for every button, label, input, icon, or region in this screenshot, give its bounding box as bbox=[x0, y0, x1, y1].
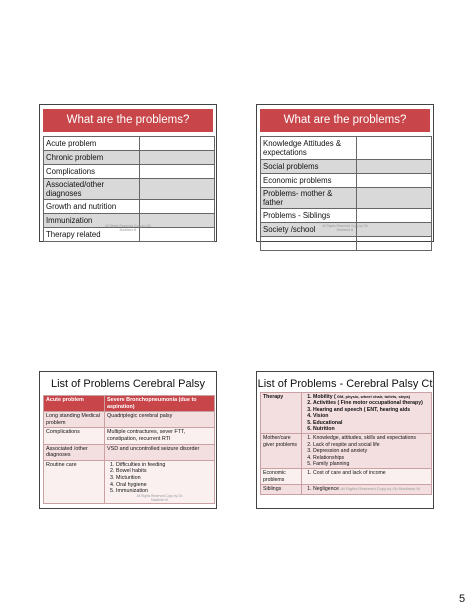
list-item: 3. Depression and anxiety bbox=[313, 448, 429, 454]
slide-title: What are the problems? bbox=[43, 109, 213, 132]
table-cell: VSD and uncontrolled seizure disorder bbox=[105, 444, 215, 460]
table-cell: Mother/care giver problems bbox=[261, 434, 302, 469]
table-cell: Therapy bbox=[261, 393, 302, 434]
list-item: 4. Relationships bbox=[313, 455, 429, 461]
table-cell: Quadriplegic cerebral palsy bbox=[105, 412, 215, 428]
list-item: 4. Oral hygiene bbox=[116, 482, 212, 489]
table-cell: Acute problem bbox=[44, 137, 140, 151]
list-item: 1. Knowledge, attitudes, skills and expectations bbox=[313, 435, 429, 441]
table-cell: Severe Bronchopneumonia (due to aspiration) bbox=[105, 396, 215, 412]
table-cell: Growth and nutrition bbox=[44, 200, 140, 214]
table-cell: Complications bbox=[44, 165, 140, 179]
table-cell bbox=[302, 434, 432, 469]
list-item: 5. Family planning bbox=[313, 461, 429, 467]
table-cell: Knowledge Attitudes & expectations bbox=[261, 137, 357, 160]
slide-footer: All Rights Reserved Copy by Gh Madhesh M bbox=[322, 224, 368, 232]
cp-problems-ct-table bbox=[260, 392, 432, 495]
slide-footer: All Rights Reserved Copy by Gh Madhesh M bbox=[105, 224, 151, 232]
table-cell: Problems - Siblings bbox=[261, 209, 357, 223]
table-cell: Long standing Medical problem bbox=[44, 412, 105, 428]
table-cell: Routine care bbox=[44, 460, 105, 504]
table-cell: Complications bbox=[44, 428, 105, 444]
table-cell: Therapy related bbox=[44, 228, 140, 242]
table-cell bbox=[302, 485, 432, 494]
table-cell bbox=[302, 393, 432, 434]
slide-footer: All Rights Reserved Copy by Gh Madhesh M bbox=[136, 493, 183, 502]
problems-table bbox=[260, 136, 432, 251]
slide-list-problems-cp-ct bbox=[256, 371, 434, 509]
slide-title: What are the problems? bbox=[260, 109, 430, 132]
list-item: 1. Difficulties in feeding bbox=[116, 462, 212, 469]
list-item: 2. Lack of respite and social life bbox=[313, 442, 429, 448]
list-item: 5. Educational bbox=[313, 420, 429, 426]
economic-list bbox=[304, 470, 429, 476]
table-cell: Economic problems bbox=[261, 174, 357, 188]
slide-title: List of Problems - Cerebral Palsy Ct bbox=[257, 378, 433, 390]
list-item: 5. Immunization bbox=[116, 488, 212, 495]
routine-care-list bbox=[107, 462, 212, 495]
table-cell: Economic problems bbox=[261, 469, 302, 485]
table-cell: Chronic problem bbox=[44, 151, 140, 165]
slide-what-are-problems-2 bbox=[256, 104, 434, 242]
table-cell: Problems- mother & father bbox=[261, 188, 357, 209]
list-item: 2. Bowel habits bbox=[116, 468, 212, 475]
list-item: 1. Mobility ( GM, physio, wheel chair, toilets, steps) bbox=[313, 394, 429, 400]
table-cell bbox=[105, 460, 215, 504]
slide-title: List of Problems Cerebral Palsy bbox=[50, 378, 206, 390]
table-cell: Associated /other diagnoses bbox=[44, 444, 105, 460]
list-item: 2. Activities ( Fine motor occupational therapy) bbox=[313, 400, 429, 406]
page-number: 5 bbox=[459, 593, 466, 605]
list-item: 4. Vision bbox=[313, 413, 429, 419]
table-cell: Multiple contractures, sever FTT, constipation, recurrent RTI bbox=[105, 428, 215, 444]
table-cell: Acute problem bbox=[44, 396, 105, 412]
cp-problems-table bbox=[43, 395, 215, 504]
caregiver-list bbox=[304, 435, 429, 467]
table-cell: Immunization bbox=[44, 214, 140, 228]
slide-what-are-problems-1 bbox=[39, 104, 217, 242]
list-item: 3. Hearing and speech ( ENT, hearing aids bbox=[313, 407, 429, 413]
table-cell: Siblings bbox=[261, 485, 302, 494]
siblings-list bbox=[304, 486, 429, 492]
table-cell: Society /school bbox=[261, 223, 357, 237]
list-item: 6. Nutrition bbox=[313, 426, 429, 432]
slide-list-problems-cp bbox=[39, 371, 217, 509]
list-item: 1. Negligence All Rights Reserved Copy by Gh Madhesh M bbox=[313, 486, 429, 492]
therapy-list bbox=[304, 394, 429, 432]
table-cell bbox=[302, 469, 432, 485]
table-cell: Social problems bbox=[261, 160, 357, 174]
table-cell: Associated/other diagnoses bbox=[44, 179, 140, 200]
list-item: 1. Cost of care and lack of income bbox=[313, 470, 429, 476]
list-item: 3. Micturition bbox=[116, 475, 212, 482]
